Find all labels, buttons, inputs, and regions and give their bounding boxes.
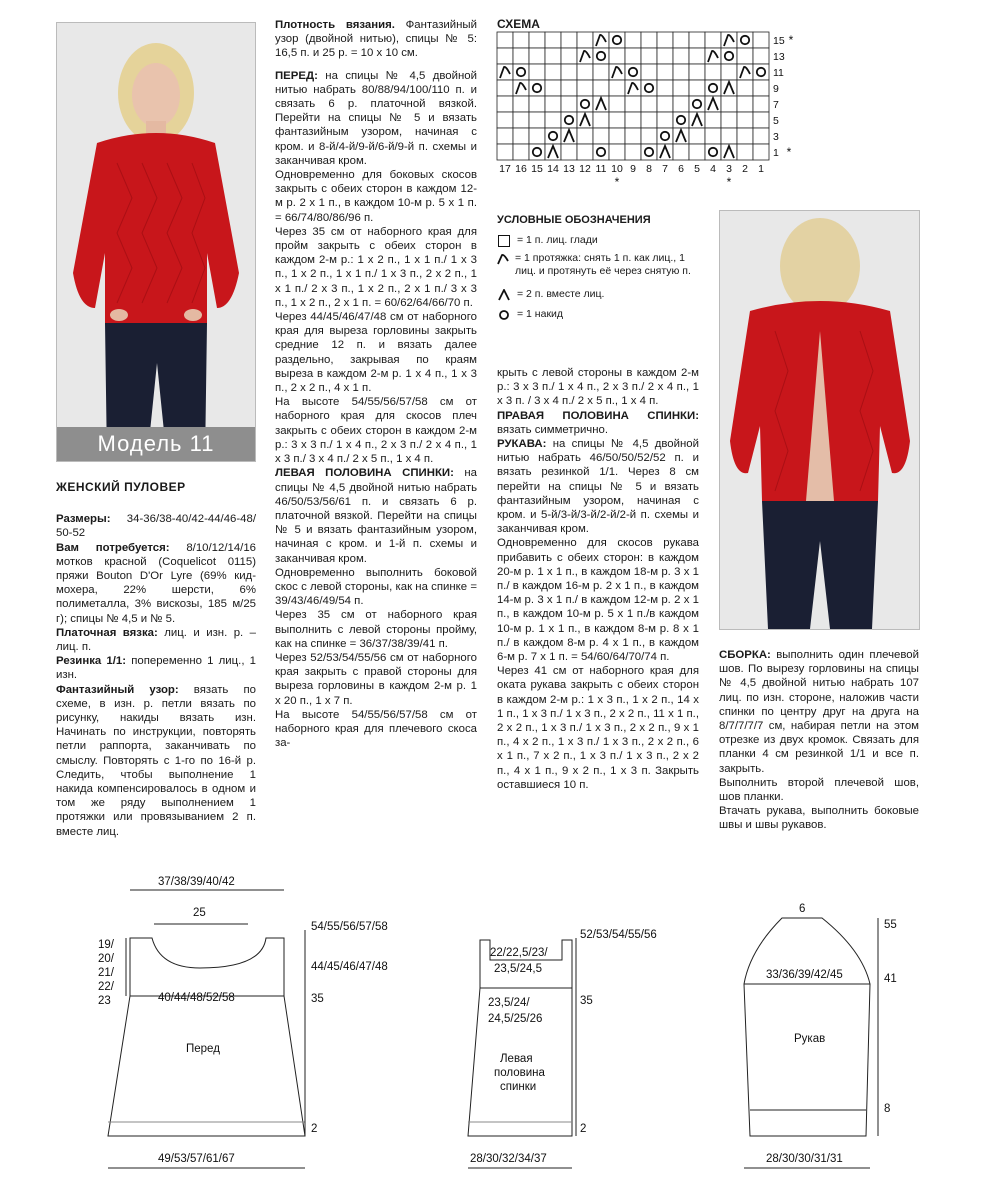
scheme-cell: [641, 48, 657, 64]
scheme-row-number: 5: [773, 115, 779, 127]
scheme-cell: [609, 96, 625, 112]
scheme-cell: [689, 80, 705, 96]
column-1: [56, 480, 256, 839]
scheme-cell: [657, 48, 673, 64]
scheme-col-number: 10: [611, 163, 623, 175]
platochnaya-label: Платочная вязка:: [56, 626, 158, 639]
legend-text-ssk: = 1 протяжка: снять 1 п. как лиц., 1 лиц. и протянуть её через снятую п.: [515, 252, 691, 277]
scheme-col-number: 5: [694, 163, 700, 175]
front-armhole-2: 20/: [98, 953, 114, 965]
sleeves-paragraph-3: Через 41 см от наборного края для оката рукава закрыть с обеих сторон в каждом 2-м р.: 1 х 3 п., 1 х 2 п., 14 х 1 п., 1 х 3 п./ 1 х 3 п., 2 х 2 п., 11 х 1 п., 2 х 2 п., 1 х 3 п./ 1 х 3 п., 2 х 2 п., 9 х 1 п., 4 х 2 п., 1 х 3 п./ 1 х 3 п., 2 х 2 п., 6 х 1 п., 7 х 2 п., 1 х 3 п./ 1 х 3 п., 2 х 2 п., 4 х 1 п., 9 х 2 п., 1 х 3 п. Закрыть оставшиеся 10 п.: [497, 665, 699, 791]
front-armhole-1: 19/: [98, 939, 114, 951]
scheme-cell: [673, 144, 689, 160]
scheme-cell: [609, 80, 625, 96]
back-shoulder-height: 52/53/54/55/56: [580, 929, 657, 941]
front-label: Перед: [186, 1043, 220, 1055]
scheme-cell: [497, 128, 513, 144]
scheme-cell: [657, 64, 673, 80]
scheme-cell: [641, 144, 657, 160]
platochnaya-text: лиц. и изн. р. – лиц. п.: [56, 626, 256, 654]
scheme-cell: [737, 112, 753, 128]
right-back-label: ПРАВАЯ ПОЛОВИНА СПИНКИ:: [497, 409, 699, 422]
back-w1-line1: 22/22,5/23/: [490, 947, 548, 959]
scheme-cell: [609, 144, 625, 160]
left-back-label: ЛЕВАЯ ПОЛОВИНА СПИНКИ:: [275, 467, 454, 480]
scheme-cell: [497, 112, 513, 128]
rezinka-label: Резинка 1/1:: [56, 655, 127, 668]
scheme-cell: [513, 64, 529, 80]
scheme-row-number: 15: [773, 35, 785, 47]
scheme-col-number: 14: [547, 163, 559, 175]
scheme-cell: [673, 112, 689, 128]
scheme-cell: [641, 112, 657, 128]
scheme-cell: [641, 32, 657, 48]
scheme-cell: [545, 32, 561, 48]
scheme-cell: [753, 48, 769, 64]
scheme-cell: [609, 32, 625, 48]
scheme-col-number: 12: [579, 163, 591, 175]
scheme-col-number: 2: [742, 163, 748, 175]
scheme-cell: [673, 64, 689, 80]
scheme-cell: [577, 96, 593, 112]
left-back-paragraph-4: Через 52/53/54/55/56 см от наборного края закрыть с правой стороны для выреза горловины в каждом 2-м р. 1 х 20 п., 1 х 7 п.: [275, 651, 477, 707]
scheme-cell: [561, 64, 577, 80]
scheme-cell: [689, 144, 705, 160]
scheme-cell: [545, 96, 561, 112]
scheme-row-number: 13: [773, 51, 785, 63]
scheme-grid: [495, 30, 800, 200]
scheme-cell: [657, 96, 673, 112]
scheme-col-number: 8: [646, 163, 652, 175]
scheme-cell: [737, 144, 753, 160]
scheme-cell: [513, 144, 529, 160]
scheme-cell: [577, 64, 593, 80]
scheme-cell: [609, 112, 625, 128]
front-neck-height: 44/45/46/47/48: [311, 961, 388, 973]
scheme-cell: [545, 64, 561, 80]
model-caption: Модель 11: [97, 431, 215, 456]
scheme-cell: [753, 144, 769, 160]
scheme-cell: [689, 48, 705, 64]
scheme-cell: [529, 112, 545, 128]
scheme-cell: [625, 144, 641, 160]
scheme-cell: [625, 112, 641, 128]
scheme-cell: [657, 112, 673, 128]
back-w2-line1: 23,5/24/: [488, 997, 530, 1009]
density-label: Плотность вязания.: [275, 19, 395, 31]
legend-item-yo: [497, 308, 707, 322]
scheme-cell: [753, 80, 769, 96]
scheme-title: СХЕМА: [497, 17, 540, 31]
front-paragraph-5: На высоте 54/55/56/57/58 см от наборного края для скосов плеч закрыть с обеих сторон в каждом 2-м р.: 3 х 3 п./ 1 х 4 п., 2 х 3 п./ 2 х 4 п., 1 х 3 п./ 3 х 4 п./ 2 х 5 п., 1 х 4 п.: [275, 396, 477, 466]
scheme-cell: [641, 96, 657, 112]
sleeve-top-dim: 6: [799, 903, 806, 915]
column-3: [497, 366, 699, 792]
scheme-col-number: 4: [710, 163, 716, 175]
sleeves-label: РУКАВА:: [497, 438, 547, 451]
left-back-text: на спицы № 4,5 двойной нитью набрать 46/50/53/56/61 п. и связать 6 р. платочной вязкой. Перейти на спицы № 5 и вязать фантазийным узором, начиная с кром. и 1-й п. схемы и заканчивая кром.: [275, 467, 477, 565]
scheme-cell: [513, 32, 529, 48]
scheme-cell: [609, 48, 625, 64]
rezinka-text: попеременно 1 лиц., 1 изн.: [56, 655, 256, 682]
scheme-cell: [577, 144, 593, 160]
scheme-cell: [529, 128, 545, 144]
sleeve-label: Рукав: [794, 1033, 826, 1045]
scheme-cell: [545, 80, 561, 96]
k2tog-icon: [497, 288, 511, 302]
yarn-over-icon: [497, 308, 511, 322]
pattern-diagrams: [0, 860, 1005, 1200]
scheme-cell: [497, 96, 513, 112]
scheme-cell: [529, 64, 545, 80]
scheme-cell: [737, 96, 753, 112]
legend-text-k2tog: = 2 п. вместе лиц.: [517, 288, 605, 300]
scheme-cell: [593, 64, 609, 80]
scheme-cell: [737, 80, 753, 96]
scheme-cell: [721, 128, 737, 144]
front-neck-dim: 25: [193, 907, 206, 919]
scheme-cell: [721, 48, 737, 64]
scheme-cell: [753, 128, 769, 144]
front-outline: [108, 938, 305, 1136]
scheme-cell: [721, 64, 737, 80]
scheme-cell: [705, 112, 721, 128]
scheme-cell: [625, 32, 641, 48]
back-h2: 2: [580, 1123, 587, 1135]
sleeve-width: 33/36/39/42/45: [766, 969, 843, 981]
scheme-cell: [561, 80, 577, 96]
front-armhole-3: 21/: [98, 967, 114, 979]
scheme-cell: [497, 80, 513, 96]
scheme-col-number: 9: [630, 163, 636, 175]
scheme-cell: [753, 32, 769, 48]
legend-item-knit: [497, 234, 707, 248]
scheme-cell: [737, 48, 753, 64]
right-back-text: вязать симметрично.: [497, 423, 609, 436]
scheme-col-number: 1: [758, 163, 764, 175]
back-label-3: спинки: [500, 1081, 537, 1093]
scheme-cell: [593, 48, 609, 64]
need-text: 8/10/12/14/16 мотков красной (Coquelicot 0115) пряжи Bouton D'Or Lyre (69% кид-мохера, 22% шерсти, 6% полиметалла, 3% вискозы, 185 м/25 г); спицы № 4,5 и № 5.: [56, 541, 257, 625]
scheme-cell: [593, 112, 609, 128]
scheme-cell: [529, 48, 545, 64]
front-armhole-4: 22/: [98, 981, 114, 993]
scheme-col-number: 3: [726, 163, 732, 175]
front-bottom-dim: 49/53/57/61/67: [158, 1153, 235, 1165]
scheme-cell: [513, 96, 529, 112]
scheme-cell: [561, 96, 577, 112]
scheme-col-number: 6: [678, 163, 684, 175]
scheme-cell: [721, 112, 737, 128]
scheme-cell: [641, 80, 657, 96]
scheme-cell: [705, 128, 721, 144]
front-h35: 35: [311, 993, 324, 1005]
scheme-cell: [673, 32, 689, 48]
scheme-cell: [561, 144, 577, 160]
density-text: Фантазийный узор (двойной нитью), спицы № 5: 16,5 п. и 25 р. = 10 х 10 см.: [275, 19, 477, 60]
scheme-cell: [641, 128, 657, 144]
assembly-paragraph-2: Выполнить второй плечевой шов, шов планки.: [719, 776, 919, 804]
scheme-cell: [609, 128, 625, 144]
left-back-paragraph-3: Через 35 см от наборного края выполнить с левой стороны пройму, как на спинке = 36/37/38/39/41 п.: [275, 609, 477, 650]
sleeves-text: на спицы № 4,5 двойной нитью набрать 46/50/50/52/52 п. и вязать резинкой 1/1. Через 8 см перейти на спицы № 5 и вязать фантазийным узором, начиная с кром. и 5-й/3-й/3-й/2-й/2-й п. схемы и заканчивая кром.: [497, 438, 699, 536]
scheme-cell: [529, 80, 545, 96]
scheme-cell: [673, 96, 689, 112]
page-title: ЖЕНСКИЙ ПУЛОВЕР: [56, 480, 186, 494]
scheme-cell: [689, 32, 705, 48]
scheme-cell: [705, 64, 721, 80]
front-text: на спицы № 4,5 двойной нитью набрать 80/88/94/100/110 п. и связать 6 р. платочной вязкой. Перейти на спицы № 5 и вязать фантазийным узором, начиная с кром. и 8-й/4-й/9-й/6-й/9-й п. схемы и заканчивая кром.: [275, 69, 477, 167]
back-bottom-dim: 28/30/32/34/37: [470, 1153, 547, 1165]
scheme-cell: [625, 48, 641, 64]
scheme-row-number: 9: [773, 83, 779, 95]
model-back-photo: [719, 210, 920, 630]
front-paragraph-4: Через 44/45/46/47/48 см от наборного края для выреза горловины закрыть средние 12 п. и вязать далее раздельно, закрывая по краям выреза в каждом 2-м р. 1 х 4 п., 1 х 3 п., 2 х 2 п., 4 х 1 п.: [275, 311, 477, 395]
scheme-cell: [705, 80, 721, 96]
scheme-cell: [513, 112, 529, 128]
scheme-cell: [673, 80, 689, 96]
sizes-label: Размеры:: [56, 513, 111, 526]
scheme-cell: [577, 128, 593, 144]
sleeves-paragraph-2: Одновременно для скосов рукава прибавить с обеих сторон: в каждом 20-м р. 1 х 1 п., в каждом 18-м р. 3 х 1 п./ в каждом 16-м р. 2 х 1 п., в каждом 14-м р. 3 х 1 п./ в каждом 12-м р. 2 х 1 п., в каждом 10-м р. 5 х 1 п./в каждом 10-м р. 1 х 1 п., в каждом 8-м р. 8 х 1 п./ в каждом 8-м р. 4 х 1 п., в каждом 6-м р. 7 х 1 п. = 54/60/64/70/74 п.: [497, 537, 699, 664]
scheme-cell: [753, 64, 769, 80]
square-icon: [497, 234, 511, 248]
scheme-cell: [705, 144, 721, 160]
scheme-cell: [513, 48, 529, 64]
scheme-cell: [657, 32, 673, 48]
left-back-paragraph-5: На высоте 54/55/56/57/58 см от наборного края для плечевого скоса за-: [275, 708, 477, 750]
scheme-star: *: [786, 145, 792, 159]
front-bust-dim: 40/44/48/52/58: [158, 992, 235, 1004]
assembly-paragraph-3: Втачать рукава, выполнить боковые швы и швы рукавов.: [719, 805, 919, 832]
front-h2: 2: [311, 1123, 318, 1135]
sleeve-h8: 8: [884, 1103, 891, 1115]
back-w1-line2: 23,5/24,5: [494, 963, 542, 975]
scheme-cell: [593, 128, 609, 144]
scheme-row-number: 7: [773, 99, 779, 111]
sizes-text: 34-36/38-40/42-44/46-48/ 50-52: [56, 513, 256, 540]
sleeve-h41: 41: [884, 973, 897, 985]
back-label-1: Левая: [500, 1053, 533, 1065]
scheme-cell: [497, 144, 513, 160]
scheme-col-number: 16: [515, 163, 527, 175]
scheme-cell: [625, 128, 641, 144]
sleeve-outline: [744, 918, 870, 1136]
assembly-label: СБОРКА:: [719, 649, 771, 661]
scheme-cell: [657, 128, 673, 144]
scheme-cell: [529, 96, 545, 112]
left-back-paragraph-2: Одновременно выполнить боковой скос с левой стороны, как на спинке = 39/43/46/49/54 п.: [275, 566, 477, 608]
left-back-paragraph-6: крыть с левой стороны в каждом 2-м р.: 3 х 3 п./ 1 х 4 п., 2 х 3 п./ 2 х 4 п., 1 х 3 п. / 3 х 4 п./ 2 х 5 п., 1 х 4 п.: [497, 367, 699, 408]
legend-title: УСЛОВНЫЕ ОБОЗНАЧЕНИЯ: [497, 214, 651, 226]
scheme-star: *: [614, 175, 620, 189]
scheme-cell: [497, 32, 513, 48]
scheme-cell: [529, 144, 545, 160]
sleeve-h55: 55: [884, 919, 897, 931]
scheme-cell: [625, 96, 641, 112]
column-2: [275, 18, 477, 750]
scheme-cell: [561, 112, 577, 128]
sleeve-bottom-dim: 28/30/30/31/31: [766, 1153, 843, 1165]
scheme-cell: [737, 32, 753, 48]
legend-text-knit: = 1 п. лиц. глади: [517, 234, 598, 246]
back-label-2: половина: [494, 1067, 545, 1079]
scheme-cell: [577, 80, 593, 96]
scheme-cell: [657, 80, 673, 96]
legend-text-yo: = 1 накид: [517, 308, 564, 320]
scheme-cell: [545, 128, 561, 144]
front-armhole-5: 23: [98, 995, 111, 1007]
scheme-cell: [561, 32, 577, 48]
scheme-cell: [689, 128, 705, 144]
front-shoulder-height: 54/55/56/57/58: [311, 921, 388, 933]
scheme-col-number: 13: [563, 163, 575, 175]
scheme-cell: [625, 64, 641, 80]
scheme-row-number: 3: [773, 131, 779, 143]
scheme-cell: [545, 112, 561, 128]
scheme-cell: [577, 32, 593, 48]
scheme-cell: [673, 48, 689, 64]
model-front-photo: [56, 22, 256, 462]
scheme-col-number: 17: [499, 163, 511, 175]
scheme-star: *: [726, 175, 732, 189]
front-label: ПЕРЕД:: [275, 69, 318, 82]
scheme-cell: [513, 128, 529, 144]
front-top-dim: 37/38/39/40/42: [158, 876, 235, 888]
column-4: [719, 648, 919, 833]
front-paragraph-2: Одновременно для боковых скосов закрыть с обеих сторон в каждом 12-м р. 2 х 1 п., в каждом 10-м р. 5 х 1 п. = 66/74/80/86/96 п.: [275, 169, 477, 224]
scheme-cell: [689, 96, 705, 112]
legend-item-ssk: [497, 252, 707, 278]
scheme-cell: [721, 96, 737, 112]
scheme-cell: [705, 32, 721, 48]
back-h35: 35: [580, 995, 593, 1007]
scheme-cell: [593, 144, 609, 160]
scheme-cell: [529, 32, 545, 48]
fantasy-label: Фантазийный узор:: [56, 683, 179, 696]
scheme-cell: [593, 80, 609, 96]
back-w2-line2: 24,5/25/26: [488, 1013, 543, 1025]
scheme-row-number: 1: [773, 147, 779, 159]
assembly-text: выполнить один плечевой шов. По вырезу горловины на спицы № 4,5 двойной нитью набрать 107 лиц. по изн. стороне, наложив части спинки по центру друг на друга на 8/7/7/7/7 см, набирая петли на этом отрезке из двух кромок. Связать для планки 4 см резинкой 1/1 и все п. закрыть.: [719, 649, 919, 775]
need-label: Вам потребуется:: [56, 541, 170, 554]
front-paragraph-3: Через 35 см от наборного края для пройм закрыть с обеих сторон в каждом 2-м р.: 1 х 2 п., 1 х 1 п./ 1 х 3 п., 1 х 2 п., 1 х 1 п./ 1 х 3 п., 2 х 2 п., 1 х 1 п./ 2 х 3 п., 1 х 2 п., 2 х 1 п./ 3 х 3 п., 1 х 2 п., 2 х 1 п. = 60/62/64/66/70 п.: [275, 225, 477, 309]
scheme-cell: [737, 128, 753, 144]
scheme-cell: [641, 64, 657, 80]
scheme-star: *: [788, 33, 794, 47]
scheme-col-number: 15: [531, 163, 543, 175]
legend-item-k2tog: [497, 288, 707, 302]
scheme-cell: [753, 96, 769, 112]
scheme-col-number: 7: [662, 163, 668, 175]
ssk-icon: [497, 252, 509, 266]
scheme-cell: [561, 48, 577, 64]
scheme-cell: [545, 48, 561, 64]
scheme-cell: [689, 64, 705, 80]
scheme-col-number: 11: [595, 163, 607, 175]
scheme-cell: [497, 48, 513, 64]
fantasy-text: вязать по схеме, в изн. р. петли вязать по рисунку, накиды вязать изн. Начинать по инструкции, повторять петли раппорта, заканчивать по смыслу. Повторять с 1-го по 16-й р. Следить, чтобы выполнение 1 накида компенсировалось в одном и том же ряду выполнением 1 протяжки или провязыванием 2 п. вместе лиц.: [56, 683, 256, 838]
scheme-row-number: 11: [773, 67, 784, 79]
scheme-cell: [753, 112, 769, 128]
